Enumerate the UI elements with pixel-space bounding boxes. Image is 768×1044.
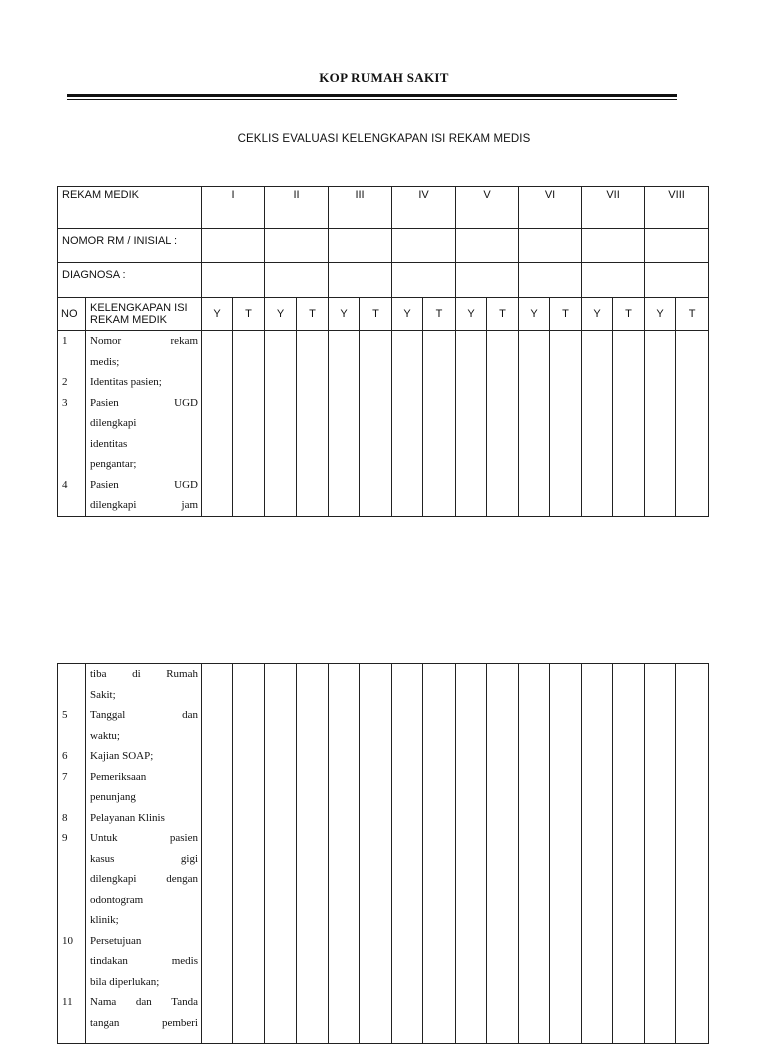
check-cell[interactable] bbox=[202, 331, 233, 517]
check-cell[interactable] bbox=[645, 331, 676, 517]
item-number bbox=[62, 352, 85, 373]
nomor-rm-cell[interactable] bbox=[202, 229, 265, 263]
item-text-line: dilengkapi jam bbox=[90, 499, 199, 511]
nomor-rm-cell[interactable] bbox=[329, 229, 392, 263]
item-number bbox=[62, 413, 85, 434]
checklist-table-page-1 bbox=[57, 186, 709, 517]
tidak-header: T bbox=[423, 298, 456, 331]
diagnosa-row bbox=[58, 263, 709, 298]
nomor-rm-row bbox=[58, 229, 709, 263]
check-cell[interactable] bbox=[392, 664, 423, 1044]
item-text-line: medis; bbox=[90, 355, 120, 368]
document-title: CEKLIS EVALUASI KELENGKAPAN ISI REKAM MEDIS bbox=[237, 133, 531, 145]
check-cell[interactable] bbox=[233, 664, 265, 1044]
check-cell[interactable] bbox=[265, 664, 297, 1044]
item-number bbox=[62, 685, 85, 706]
check-cell[interactable] bbox=[550, 664, 582, 1044]
item-text-line: odontogram bbox=[90, 893, 144, 906]
check-cell[interactable] bbox=[456, 331, 487, 517]
item-text-line: dilengkapi bbox=[90, 417, 137, 429]
column-header-viii: VIII bbox=[645, 187, 709, 229]
item-text-line: Persetujuan bbox=[90, 934, 142, 947]
nomor-rm-cell[interactable] bbox=[519, 229, 582, 263]
diagnosa-cell[interactable] bbox=[265, 263, 329, 298]
item-number-column bbox=[58, 331, 86, 517]
ya-header: Y bbox=[456, 298, 487, 331]
check-cell[interactable] bbox=[423, 331, 456, 517]
item-text-line: identitas bbox=[90, 437, 128, 450]
item-number: 5 bbox=[62, 709, 68, 721]
header-rule-thick bbox=[67, 94, 677, 97]
item-number: 4 bbox=[62, 478, 68, 491]
item-text-line: Sakit; bbox=[90, 688, 116, 701]
check-cell[interactable] bbox=[297, 331, 329, 517]
column-header-vii: VII bbox=[582, 187, 645, 229]
item-text-line: penunjang bbox=[90, 791, 136, 803]
check-cell[interactable] bbox=[676, 664, 709, 1044]
item-number: 8 bbox=[62, 811, 68, 824]
item-text-line: bila diperlukan; bbox=[90, 975, 160, 988]
diagnosa-cell[interactable] bbox=[645, 263, 709, 298]
check-cell[interactable] bbox=[550, 331, 582, 517]
item-number bbox=[62, 890, 85, 911]
check-cell[interactable] bbox=[233, 331, 265, 517]
item-number bbox=[62, 951, 85, 972]
check-cell[interactable] bbox=[265, 331, 297, 517]
check-cell[interactable] bbox=[423, 664, 456, 1044]
kop-rumah-sakit-heading: KOP RUMAH SAKIT bbox=[319, 70, 449, 85]
item-text-line: kasus gigi bbox=[90, 852, 198, 865]
nomor-rm-cell[interactable] bbox=[456, 229, 519, 263]
item-text-line: tangan pemberi bbox=[90, 1016, 198, 1029]
item-number: 11 bbox=[62, 996, 73, 1008]
tidak-header: T bbox=[297, 298, 329, 331]
item-text-line: Kajian SOAP; bbox=[90, 750, 154, 762]
diagnosa-cell[interactable] bbox=[456, 263, 519, 298]
check-cell[interactable] bbox=[392, 331, 423, 517]
item-text-line: Nama dan Tanda bbox=[90, 996, 198, 1008]
item-number bbox=[62, 726, 85, 747]
items-row-continued bbox=[58, 664, 709, 1044]
item-number: 10 bbox=[62, 934, 73, 947]
item-text-line: dilengkapi dengan bbox=[90, 873, 198, 885]
diagnosa-cell[interactable] bbox=[582, 263, 645, 298]
check-cell[interactable] bbox=[582, 331, 613, 517]
check-cell[interactable] bbox=[519, 664, 550, 1044]
ya-header: Y bbox=[645, 298, 676, 331]
item-text-line: Tanggal dan bbox=[90, 709, 198, 721]
header-rule-thin bbox=[67, 99, 677, 100]
item-text-line: tindakan medis bbox=[90, 955, 198, 967]
column-header-v: V bbox=[456, 187, 519, 229]
item-number bbox=[62, 495, 85, 516]
nomor-rm-cell[interactable] bbox=[645, 229, 709, 263]
tidak-header: T bbox=[676, 298, 709, 331]
item-number-column bbox=[58, 664, 86, 1044]
nomor-rm-cell[interactable] bbox=[392, 229, 456, 263]
item-text-line: Pasien UGD bbox=[90, 396, 199, 409]
ya-header: Y bbox=[582, 298, 613, 331]
kelengkapan-label-line-1: KELENGKAPAN ISI bbox=[90, 302, 188, 314]
check-cell[interactable] bbox=[297, 664, 329, 1044]
tidak-header: T bbox=[613, 298, 645, 331]
column-header-ii: II bbox=[265, 187, 329, 229]
ya-header: Y bbox=[202, 298, 233, 331]
diagnosa-cell[interactable] bbox=[392, 263, 456, 298]
check-cell[interactable] bbox=[613, 331, 645, 517]
item-number bbox=[62, 454, 85, 475]
item-number bbox=[62, 787, 85, 808]
item-text-line: pengantar; bbox=[90, 458, 137, 470]
check-cell[interactable] bbox=[645, 664, 676, 1044]
item-text-line: Pemeriksaan bbox=[90, 770, 147, 783]
nomor-rm-cell[interactable] bbox=[582, 229, 645, 263]
tidak-header: T bbox=[233, 298, 265, 331]
item-text-line: Pasien UGD bbox=[90, 478, 199, 491]
item-number bbox=[62, 869, 85, 890]
check-cell[interactable] bbox=[202, 664, 233, 1044]
tidak-header: T bbox=[360, 298, 392, 331]
ya-header: Y bbox=[265, 298, 297, 331]
check-cell[interactable] bbox=[519, 331, 550, 517]
column-header-i: I bbox=[202, 187, 265, 229]
ya-header: Y bbox=[392, 298, 423, 331]
tidak-header: T bbox=[487, 298, 519, 331]
check-cell[interactable] bbox=[360, 331, 392, 517]
item-number bbox=[62, 849, 85, 870]
diagnosa-cell[interactable] bbox=[202, 263, 265, 298]
check-cell[interactable] bbox=[582, 664, 613, 1044]
check-cell[interactable] bbox=[329, 664, 360, 1044]
check-cell[interactable] bbox=[487, 664, 519, 1044]
item-number bbox=[62, 910, 85, 931]
check-cell[interactable] bbox=[676, 331, 709, 517]
item-number bbox=[62, 972, 85, 993]
item-number bbox=[62, 664, 85, 685]
item-text-line: tiba di Rumah bbox=[90, 668, 198, 680]
diagnosa-label: DIAGNOSA : bbox=[58, 263, 202, 298]
item-text-line: waktu; bbox=[90, 729, 120, 742]
item-text-line: Pelayanan Klinis bbox=[90, 811, 165, 824]
column-subheader-row bbox=[58, 298, 709, 331]
check-cell[interactable] bbox=[360, 664, 392, 1044]
no-label: NO bbox=[58, 298, 86, 331]
column-header-iii: III bbox=[329, 187, 392, 229]
nomor-rm-cell[interactable] bbox=[265, 229, 329, 263]
kelengkapan-label bbox=[86, 298, 202, 331]
ya-header: Y bbox=[519, 298, 550, 331]
item-number bbox=[62, 434, 85, 455]
item-text-column bbox=[86, 331, 202, 517]
diagnosa-cell[interactable] bbox=[329, 263, 392, 298]
item-number: 2 bbox=[62, 376, 68, 388]
item-text-line: Identitas pasien; bbox=[90, 376, 162, 388]
item-number: 7 bbox=[62, 770, 68, 783]
check-cell[interactable] bbox=[613, 664, 645, 1044]
item-number: 6 bbox=[62, 750, 68, 762]
rekam-medik-row bbox=[58, 187, 709, 229]
check-cell[interactable] bbox=[487, 331, 519, 517]
item-number: 9 bbox=[62, 832, 68, 844]
item-text-column bbox=[86, 664, 202, 1044]
column-header-iv: IV bbox=[392, 187, 456, 229]
checklist-table-page-2 bbox=[57, 663, 709, 1044]
item-text-line: Nomor rekam bbox=[90, 335, 199, 347]
check-cell[interactable] bbox=[456, 664, 487, 1044]
kelengkapan-label-line-2: REKAM MEDIK bbox=[90, 314, 168, 326]
column-header-vi: VI bbox=[519, 187, 582, 229]
item-text-line: klinik; bbox=[90, 914, 119, 926]
rekam-medik-label: REKAM MEDIK bbox=[58, 187, 202, 229]
items-row bbox=[58, 331, 709, 517]
item-number bbox=[62, 1013, 85, 1034]
check-cell[interactable] bbox=[329, 331, 360, 517]
nomor-rm-label: NOMOR RM / INISIAL : bbox=[58, 229, 202, 263]
item-number: 1 bbox=[62, 335, 68, 347]
item-number: 3 bbox=[62, 396, 68, 409]
ya-header: Y bbox=[329, 298, 360, 331]
diagnosa-cell[interactable] bbox=[519, 263, 582, 298]
tidak-header: T bbox=[550, 298, 582, 331]
item-text-line: Untuk pasien bbox=[90, 832, 198, 844]
